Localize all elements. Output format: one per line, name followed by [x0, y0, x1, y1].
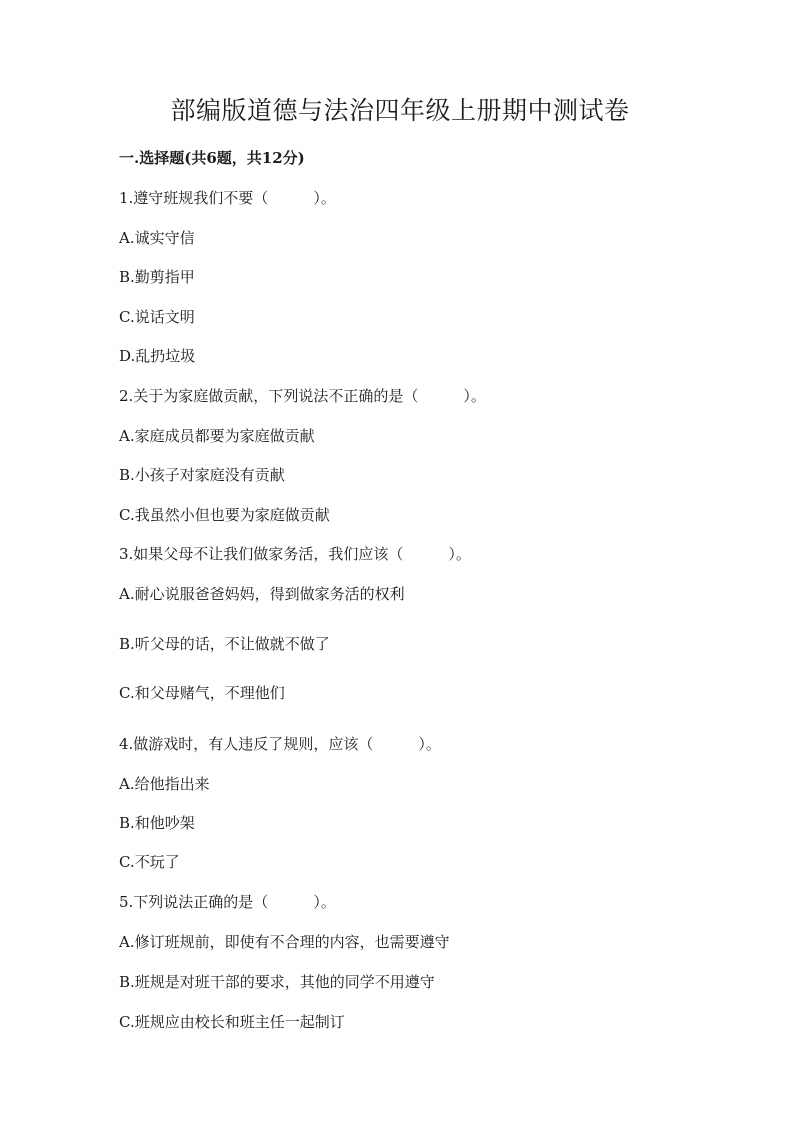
exam-title: 部编版道德与法治四年级上册期中测试卷: [170, 96, 630, 125]
question-1-option-a[interactable]: A.诚实守信: [119, 229, 195, 247]
question-5-option-a[interactable]: A.修订班规前，即使有不合理的内容，也需要遵守: [119, 933, 450, 951]
question-2-stem: 2.关于为家庭做贡献，下列说法不正确的是（ ）。: [119, 387, 486, 405]
question-3-option-a[interactable]: A.耐心说服爸爸妈妈，得到做家务活的权利: [119, 585, 405, 603]
question-3-stem: 3.如果父母不让我们做家务活，我们应该（ ）。: [119, 545, 471, 563]
question-4-stem: 4.做游戏时，有人违反了规则，应该（ ）。: [119, 735, 441, 753]
question-1-option-d[interactable]: D.乱扔垃圾: [119, 347, 196, 365]
question-5-stem: 5.下列说法正确的是（ ）。: [119, 893, 336, 911]
question-5-option-c[interactable]: C.班规应由校长和班主任一起制订: [119, 1013, 345, 1031]
question-3-option-b[interactable]: B.听父母的话，不让做就不做了: [119, 635, 330, 653]
question-5-option-b[interactable]: B.班规是对班干部的要求，其他的同学不用遵守: [119, 973, 435, 991]
question-2-option-c[interactable]: C.我虽然小但也要为家庭做贡献: [119, 506, 330, 524]
question-1-option-b[interactable]: B.勤剪指甲: [119, 268, 195, 286]
question-4-option-c[interactable]: C.不玩了: [119, 853, 180, 871]
question-2-option-b[interactable]: B.小孩子对家庭没有贡献: [119, 466, 285, 484]
question-1-option-c[interactable]: C.说话文明: [119, 308, 195, 326]
question-2-option-a[interactable]: A.家庭成员都要为家庭做贡献: [119, 427, 315, 445]
section-header: 一.选择题(共6题，共12分): [119, 149, 305, 167]
question-4-option-b[interactable]: B.和他吵架: [119, 814, 195, 832]
question-4-option-a[interactable]: A.给他指出来: [119, 775, 210, 793]
question-1-stem: 1.遵守班规我们不要（ ）。: [119, 189, 336, 207]
question-3-option-c[interactable]: C.和父母赌气，不理他们: [119, 684, 285, 702]
